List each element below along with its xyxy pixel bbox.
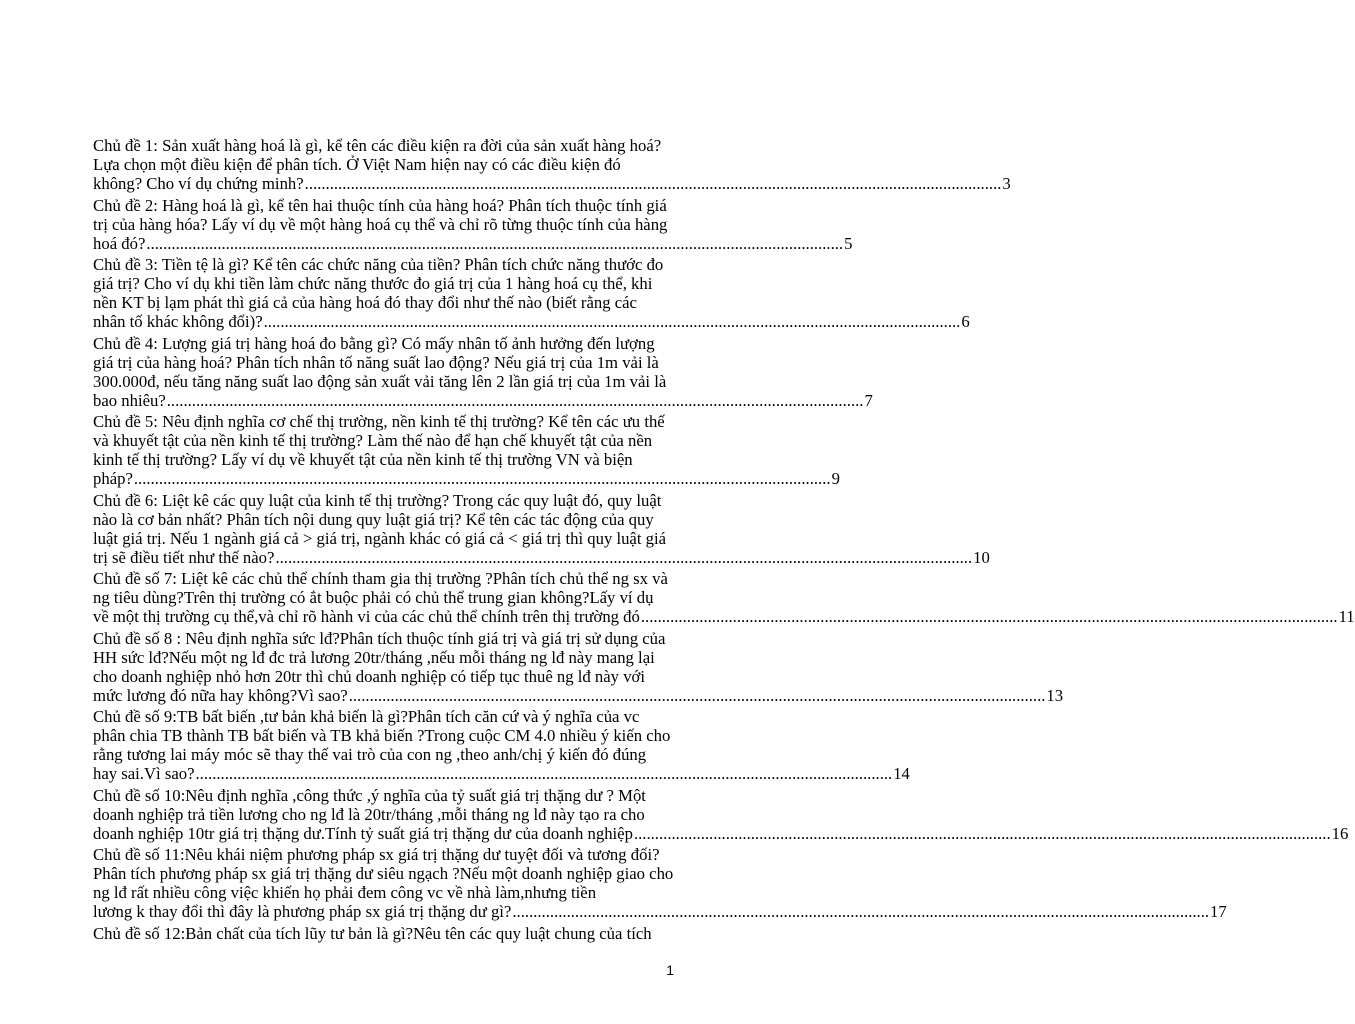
toc-entry[interactable]	[93, 628, 1064, 705]
toc-entry-tail: lương k thay đổi thì đây là phương pháp sx giá trị thặng dư gì?	[93, 902, 512, 921]
toc-entry-tail: trị sẽ điều tiết như thế nào?	[93, 547, 275, 567]
toc-page-number: 16	[1331, 823, 1349, 843]
toc-entry-last-line	[93, 547, 990, 567]
toc-entry-text: Chủ đề 4: Lượng giá trị hàng hoá đo bằng gì? Có mấy nhân tố ảnh hưởng đến lượng giá trị của hàng hoá? Phân tích nhân tố năng suất lao động? Nếu giá trị của 1m vải là 300.000đ, nếu tăng năng suất lao động sản xuất vải tăng lên 2 lần giá trị của 1m vải là	[93, 333, 667, 391]
toc-page-number: 6	[961, 312, 970, 331]
toc-entry-last-line	[93, 174, 1011, 193]
toc-entry-last-line	[93, 902, 1227, 921]
toc-entry[interactable]	[93, 412, 840, 488]
toc-page-number: 5	[844, 233, 853, 253]
toc-entry-tail: mức lương đó nữa hay không?Vì sao?	[93, 685, 348, 705]
toc-entry[interactable]	[93, 333, 873, 410]
toc-entry-text: Chủ đề 5: Nêu định nghĩa cơ chế thị trường, nền kinh tế thị trường? Kể tên các ưu thế và khuyết tật của nền kinh tế thị trường? Làm thế nào để hạn chế khuyết tật của nền kinh tế thị trường? Lấy ví dụ về khuyết tật của nền kinh tế thị trường VN và biện	[93, 412, 665, 469]
toc-entry[interactable]	[93, 707, 910, 783]
toc-entry[interactable]	[93, 490, 990, 567]
toc-entry-last-line	[93, 764, 910, 783]
dot-leader: .......................................................................................................................................................................	[195, 764, 893, 783]
dot-leader: .......................................................................................................................................................................	[263, 312, 961, 331]
toc-page-number: 14	[893, 764, 910, 783]
dot-leader: .......................................................................................................................................................................	[304, 174, 1002, 193]
toc-entry-last-line	[93, 607, 1355, 626]
toc-page-number: 10	[973, 547, 990, 567]
toc-entry-tail: pháp?	[93, 469, 133, 488]
toc-entry-last-line	[93, 312, 970, 331]
dot-leader: .......................................................................................................................................................................	[633, 823, 1331, 843]
toc-page-number: 17	[1210, 902, 1227, 921]
toc-entry-text: Chủ đề số 12:Bản chất của tích lũy tư bản là gì?Nêu tên các quy luật chung của tích	[93, 923, 652, 943]
toc-entry-last-line	[93, 233, 853, 253]
dot-leader: .......................................................................................................................................................................	[348, 685, 1046, 705]
dot-leader: .......................................................................................................................................................................	[146, 233, 844, 253]
toc-page-number: 3	[1002, 174, 1011, 193]
dot-leader: .......................................................................................................................................................................	[166, 390, 864, 410]
toc-entry[interactable]	[93, 569, 1355, 626]
dot-leader: .......................................................................................................................................................................	[275, 547, 973, 567]
toc-entry-tail: hoá đó?	[93, 233, 146, 253]
toc-entry-text: Chủ đề 3: Tiền tệ là gì? Kể tên các chức năng của tiền? Phân tích chức năng thước đo giá trị? Cho ví dụ khi tiền làm chức năng thước đo giá trị của 1 hàng hoá cụ thể, khi nền KT bị lạm phát thì giá cả của hàng hoá đó thay đổi như thế nào (biết rằng các	[93, 255, 664, 312]
toc-entry[interactable]	[93, 924, 675, 943]
page-number: 1	[666, 962, 674, 978]
toc-page-number: 11	[1338, 607, 1355, 626]
toc-page-number: 7	[864, 390, 873, 410]
toc-entry-last-line	[93, 823, 1349, 843]
toc-entry-text: Chủ đề số 7: Liệt kê các chủ thể chính tham gia thị trường ?Phân tích chủ thể ng sx và ng tiêu dùng?Trên thị trường có ắt buộc phải có chủ thể trung gian không?Lấy ví dụ	[93, 569, 668, 607]
toc-entry-text: Chủ đề số 11:Nêu khái niệm phương pháp sx giá trị thặng dư tuyệt đối và tương đối?Phân tích phương pháp sx giá trị thặng dư siêu ngạch ?Nếu một doanh nghiệp giao cho ng lđ rất nhiều công việc khiến họ phải đem công vc về nhà làm,nhưng tiền	[93, 845, 674, 902]
toc-entry-last-line	[93, 390, 873, 410]
toc-entry[interactable]	[93, 255, 970, 331]
toc-entry-text: Chủ đề số 8 : Nêu định nghĩa sức lđ?Phân tích thuộc tính giá trị và giá trị sử dụng của HH sức lđ?Nếu một ng lđ đc trả lương 20tr/tháng ,nếu mỗi tháng ng lđ này mang lại cho doanh nghiệp nhỏ hơn 20tr thì chủ doanh nghiệp có tiếp tục thuê ng lđ này với	[93, 628, 666, 686]
toc-entry-tail: nhân tố khác không đổi)?	[93, 312, 263, 331]
toc-entry-text: Chủ đề số 10:Nêu định nghĩa ,công thức ,ý nghĩa của tỷ suất giá trị thặng dư ? Một doanh nghiệp trả tiền lương cho ng lđ là 20tr/tháng ,mỗi tháng ng lđ này tạo ra cho	[93, 785, 646, 824]
toc-entry-tail: doanh nghiệp 10tr giá trị thặng dư.Tính tỷ suất giá trị thặng dư của doanh nghiệp	[93, 823, 633, 843]
toc-entry-last-line	[93, 685, 1064, 705]
toc-entry-tail: không? Cho ví dụ chứng minh?	[93, 174, 304, 193]
toc-entry-text: Chủ đề 2: Hàng hoá là gì, kể tên hai thuộc tính của hàng hoá? Phân tích thuộc tính giá trị của hàng hóa? Lấy ví dụ về một hàng hoá cụ thể và chỉ rõ từng thuộc tính của hàng	[93, 195, 668, 234]
toc-entry[interactable]	[93, 845, 1227, 921]
toc-entry-last-line	[93, 469, 840, 488]
toc-entry-text: Chủ đề 1: Sản xuất hàng hoá là gì, kể tên các điều kiện ra đời của sản xuất hàng hoá? Lựa chọn một điều kiện để phân tích. Ở Việt Nam hiện nay có các điều kiện đó	[93, 136, 662, 174]
table-of-contents	[93, 136, 1355, 945]
toc-entry[interactable]	[93, 195, 853, 253]
toc-page-number: 9	[831, 469, 840, 488]
dot-leader: .......................................................................................................................................................................	[640, 607, 1338, 626]
toc-entry-tail: hay sai.Vì sao?	[93, 764, 195, 783]
toc-entry[interactable]	[93, 136, 1011, 193]
toc-entry-text: Chủ đề số 9:TB bất biến ,tư bản khả biến là gì?Phân tích căn cứ và ý nghĩa của vc phân chia TB thành TB bất biến và TB khả biến ?Trong cuộc CM 4.0 nhiều ý kiến cho rằng tương lai máy móc sẽ thay thế vai trò của con ng ,theo anh/chị ý kiến đó đúng	[93, 707, 671, 764]
toc-entry-text: Chủ đề 6: Liệt kê các quy luật của kinh tế thị trường? Trong các quy luật đó, quy luật nào là cơ bản nhất? Phân tích nội dung quy luật giá trị? Kể tên các tác động của quy luật giá trị. Nếu 1 ngành giá cả > giá trị, ngành khác có giá cả < giá trị thì quy luật giá	[93, 490, 667, 548]
dot-leader: .......................................................................................................................................................................	[512, 902, 1210, 921]
toc-page-number: 13	[1046, 685, 1064, 705]
toc-entry-tail: bao nhiêu?	[93, 390, 166, 410]
dot-leader: .......................................................................................................................................................................	[133, 469, 831, 488]
toc-entry-tail: về một thị trường cụ thể,và chỉ rõ hành vi của các chủ thể chính trên thị trường đó	[93, 607, 640, 626]
toc-entry[interactable]	[93, 785, 1349, 843]
